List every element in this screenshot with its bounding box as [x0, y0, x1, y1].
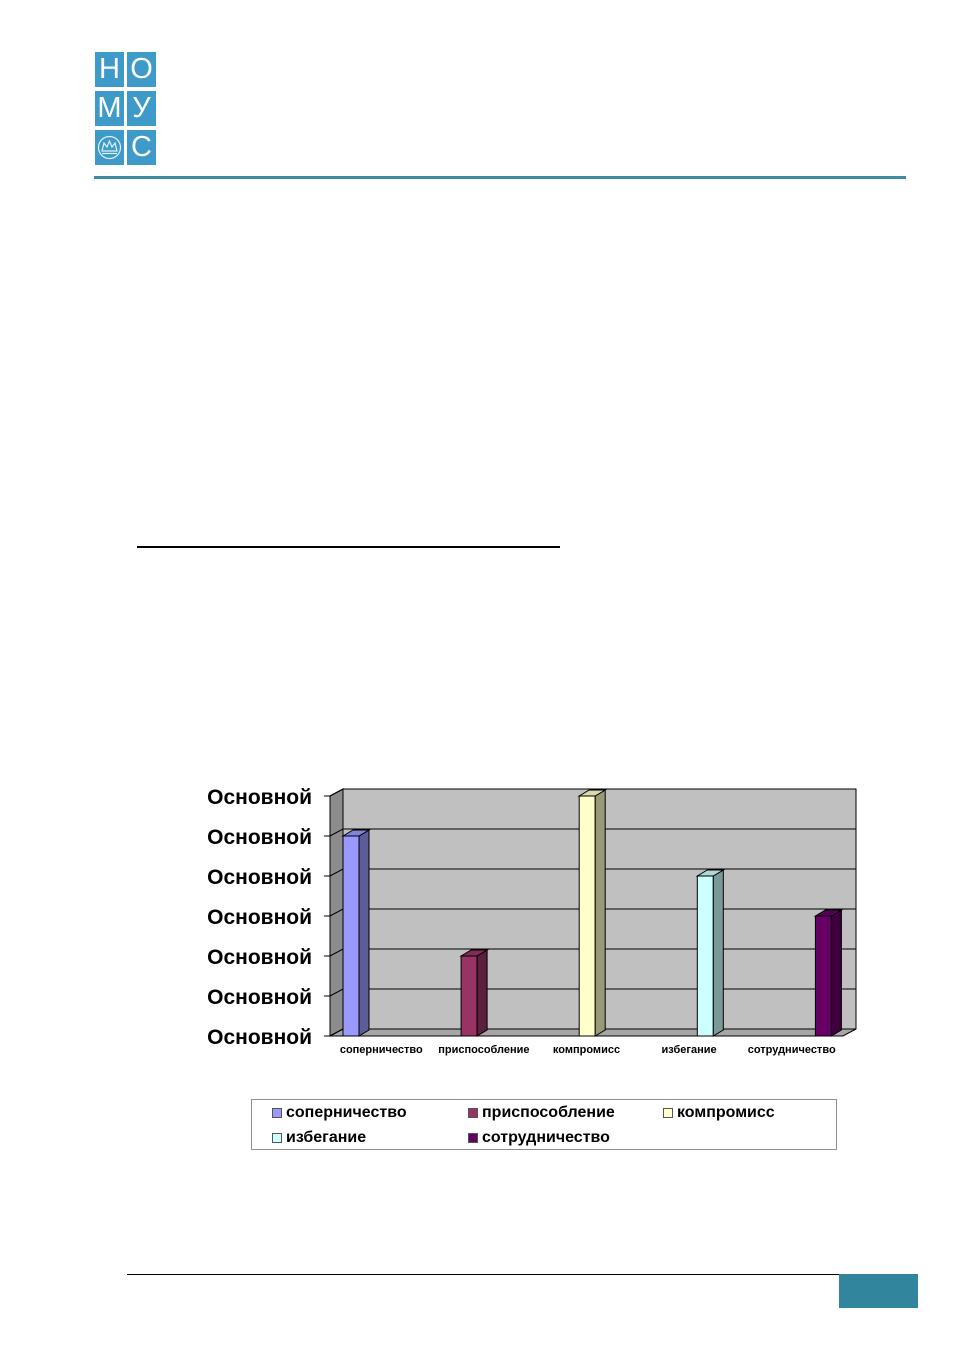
page-number-tab — [839, 1274, 918, 1308]
x-tick-label: компромисс — [552, 1044, 621, 1056]
y-tick-label: Основной — [207, 786, 312, 809]
legend-label: соперничество — [286, 1104, 407, 1121]
legend-swatch — [272, 1133, 282, 1143]
x-tick-label: приспособление — [438, 1044, 530, 1056]
footer-rule — [127, 1274, 840, 1275]
legend-item — [468, 1128, 610, 1148]
x-tick-label: соперничество — [339, 1044, 423, 1056]
bar — [343, 836, 359, 1036]
bar — [461, 956, 477, 1036]
logo-letter: С — [127, 130, 156, 165]
x-tick-label: избегание — [661, 1044, 717, 1056]
bar-side — [713, 870, 723, 1036]
legend-item — [272, 1103, 407, 1123]
y-tick-label: Основной — [207, 1026, 312, 1049]
y-tick-label: Основной — [207, 826, 312, 849]
legend-item — [272, 1128, 366, 1148]
y-tick-label: Основной — [207, 986, 312, 1009]
bar — [579, 796, 595, 1036]
logo-letter: О — [127, 52, 156, 87]
legend-swatch — [272, 1108, 282, 1118]
x-tick-label: сотрудничество — [747, 1044, 836, 1056]
logo-letter: М — [95, 91, 124, 126]
legend-label: компромисс — [677, 1104, 775, 1121]
bar — [815, 916, 831, 1036]
legend-swatch — [468, 1133, 478, 1143]
legend-label: избегание — [286, 1129, 367, 1146]
y-tick-label: Основной — [207, 866, 312, 889]
bar-side — [831, 910, 841, 1036]
bar-side — [595, 790, 605, 1036]
legend-label: сотрудничество — [482, 1129, 610, 1146]
logo-letter: У — [127, 91, 156, 126]
bar — [697, 876, 713, 1036]
y-tick-label: Основной — [207, 906, 312, 929]
logo-letter: Н — [95, 52, 124, 87]
bar-side — [477, 950, 487, 1036]
legend-swatch — [663, 1108, 673, 1118]
legend-label: приспособление — [482, 1104, 615, 1121]
bar-side — [359, 830, 369, 1036]
legend-item — [663, 1103, 775, 1123]
legend-swatch — [468, 1108, 478, 1118]
y-tick-label: Основной — [207, 946, 312, 969]
chart-legend — [251, 1099, 837, 1150]
legend-item — [468, 1103, 615, 1123]
